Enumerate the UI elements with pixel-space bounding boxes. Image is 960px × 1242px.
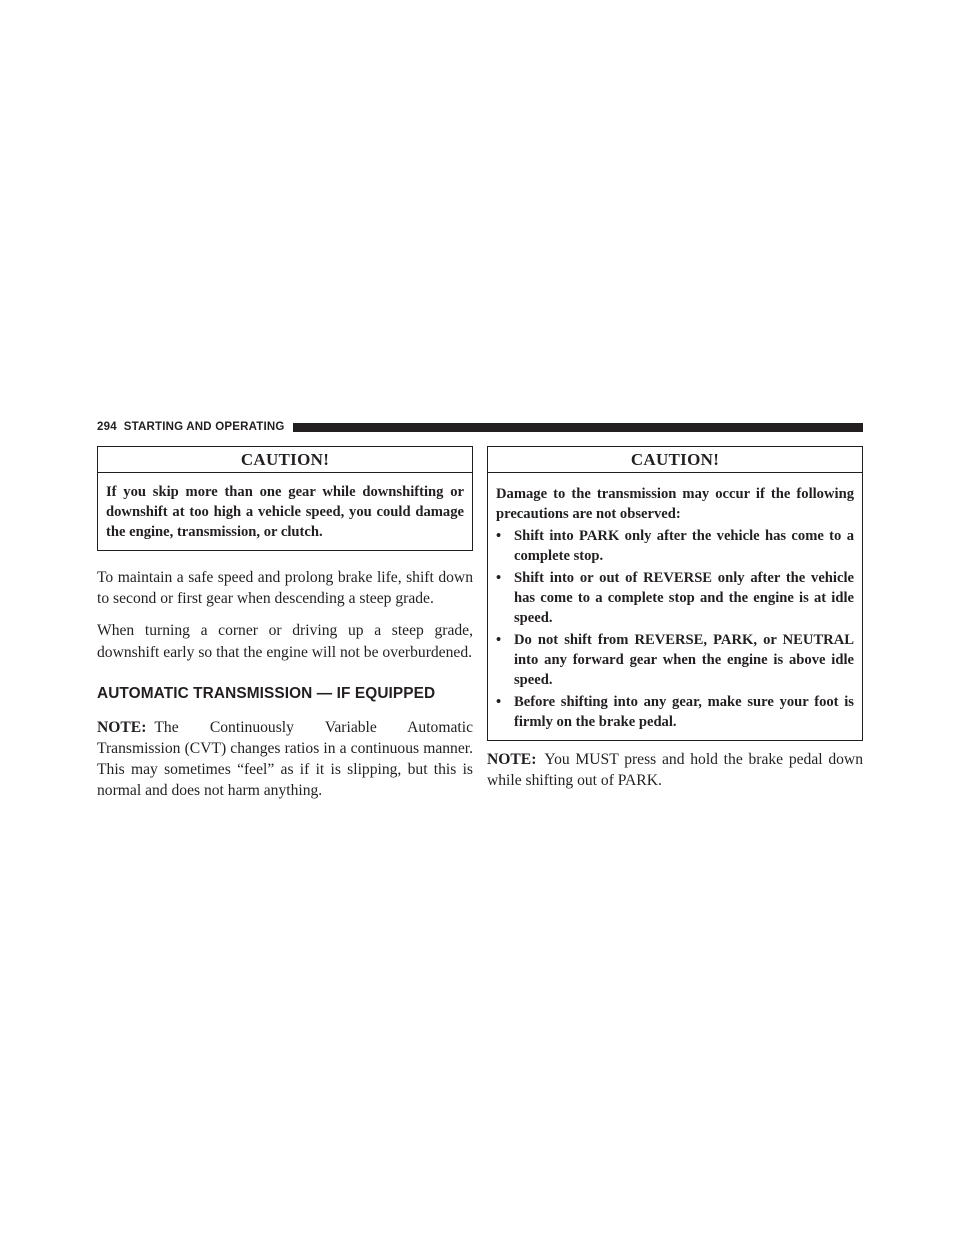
note-text: You MUST press and hold the brake pedal down while shifting out of PARK. — [487, 751, 863, 790]
bullet-icon: • — [496, 632, 502, 648]
note-brake-pedal — [487, 749, 863, 791]
caution-title: CAUTION! — [98, 447, 472, 473]
list-item: • Shift into PARK only after the vehicle has come to a complete stop. — [496, 528, 854, 564]
caution-box-right — [487, 446, 863, 741]
paragraph-turning-corner: When turning a corner or driving up a steep grade, downshift early so that the engine will not be overburdened. — [97, 622, 473, 661]
section-title: STARTING AND OPERATING — [123, 421, 285, 433]
note-label: NOTE: — [97, 718, 147, 736]
bullet-icon: • — [496, 694, 502, 710]
right-column — [487, 446, 863, 791]
caution-text: If you skip more than one gear while downshifting or downshift at too high a vehicle speed, you could damage the engine, transmission, or clutch. — [106, 484, 464, 540]
bullet-icon: • — [496, 570, 502, 586]
page-header — [97, 420, 863, 434]
caution-title: CAUTION! — [488, 447, 862, 473]
list-item: • Before shifting into any gear, make sure your foot is firmly on the brake pedal. — [496, 694, 854, 730]
list-item: • Shift into or out of REVERSE only after the vehicle has come to a complete stop and the engine is at idle speed. — [496, 570, 854, 626]
list-item: • Do not shift from REVERSE, PARK, or NEUTRAL into any forward gear when the engine is above idle speed. — [496, 632, 854, 688]
note-label: NOTE: — [487, 751, 537, 768]
page-number: 294 — [97, 421, 117, 433]
caution-body — [488, 473, 862, 740]
bullet-icon: • — [496, 528, 502, 544]
caution-box-left — [97, 446, 473, 551]
header-rule — [293, 423, 863, 432]
left-column — [97, 446, 473, 802]
caution-list — [496, 526, 854, 732]
paragraph-descending-grade: To maintain a safe speed and prolong brake life, shift down to second or first gear when descending a steep grade. — [97, 569, 473, 608]
caution-intro: Damage to the transmission may occur if the following precautions are not observed: — [496, 486, 854, 522]
note-cvt — [97, 717, 473, 802]
section-heading: AUTOMATIC TRANSMISSION — IF EQUIPPED — [97, 684, 436, 702]
note-text: The Continuously Variable Automatic Transmission (CVT) changes ratios in a continuous manner. This may sometimes “feel” as if it is slipping, but this is normal and does not harm anything. — [97, 718, 473, 800]
